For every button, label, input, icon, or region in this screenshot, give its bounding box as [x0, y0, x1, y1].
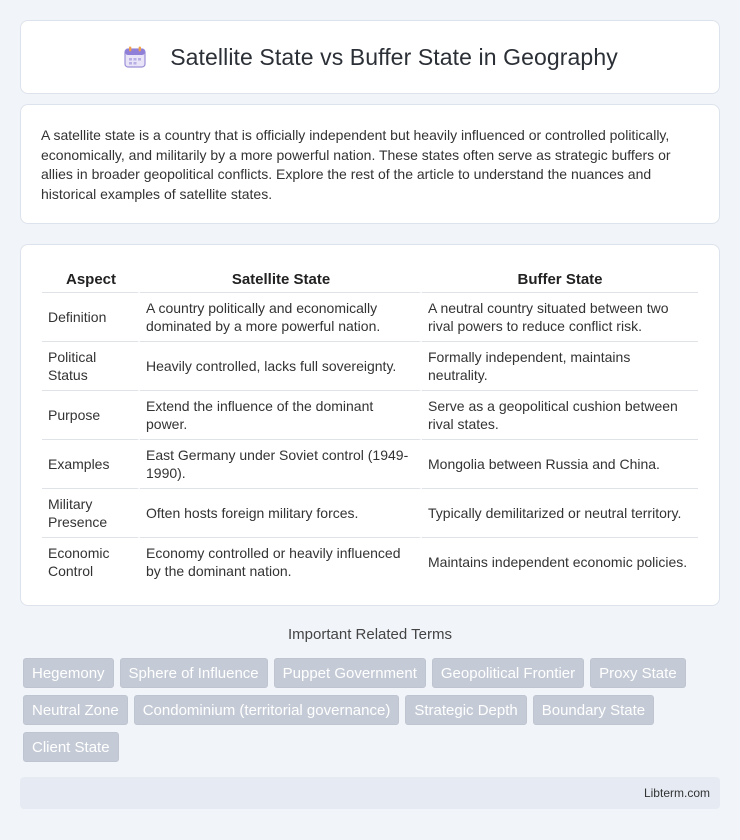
table-row [42, 390, 698, 439]
tag-hegemony[interactable]: Hegemony [23, 658, 114, 688]
aspect-cell: Economic Control [42, 537, 140, 586]
column-header-buffer-state: Buffer State [517, 270, 603, 288]
column-header-aspect: Aspect [65, 270, 117, 288]
tag-puppet-government[interactable]: Puppet Government [274, 658, 426, 688]
intro-card [20, 104, 720, 224]
tag-sphere-of-influence[interactable]: Sphere of Influence [120, 658, 268, 688]
satellite-cell: Extend the influence of the dominant power. [140, 390, 422, 439]
table-row [42, 292, 698, 341]
tag-boundary-state[interactable]: Boundary State [533, 695, 654, 725]
buffer-cell: A neutral country situated between two rival powers to reduce conflict risk. [422, 292, 698, 341]
buffer-cell: Serve as a geopolitical cushion between rival states. [422, 390, 698, 439]
tag-geopolitical-frontier[interactable]: Geopolitical Frontier [432, 658, 584, 688]
column-header-satellite-state: Satellite State [231, 270, 331, 288]
comparison-table-card [20, 244, 720, 606]
aspect-cell: Purpose [42, 390, 140, 439]
tag-condominium[interactable]: Condominium (territorial governance) [134, 695, 400, 725]
satellite-cell: Heavily controlled, lacks full sovereignty. [140, 341, 422, 390]
table-row [42, 341, 698, 390]
tag-strategic-depth[interactable]: Strategic Depth [405, 695, 526, 725]
footer-site-link[interactable]: Libterm.com [643, 786, 710, 800]
calendar-icon [122, 44, 148, 70]
related-terms-title: Important Related Terms [288, 626, 452, 643]
table-row [42, 439, 698, 488]
comparison-table [42, 266, 698, 586]
table-header-row [42, 266, 698, 292]
buffer-cell: Maintains independent economic policies. [422, 537, 698, 586]
page-title: Satellite State vs Buffer State in Geography [170, 43, 618, 70]
aspect-cell: Military Presence [42, 488, 140, 537]
satellite-cell: A country politically and economically dominated by a more powerful nation. [140, 292, 422, 341]
satellite-cell: Often hosts foreign military forces. [140, 488, 422, 537]
buffer-cell: Mongolia between Russia and China. [422, 439, 698, 488]
intro-text: A satellite state is a country that is officially independent but heavily influenced or controlled politically, economically, and militarily by a more powerful nation. These states often serve as strategic buffers or allies in broader geopolitical conflicts. Explore the rest of the article to understand the nuances and historical examples of satellite states. [41, 127, 671, 202]
tag-client-state[interactable]: Client State [23, 732, 119, 762]
aspect-cell: Examples [42, 439, 140, 488]
satellite-cell: East Germany under Soviet control (1949-1990). [140, 439, 422, 488]
table-row [42, 488, 698, 537]
tag-proxy-state[interactable]: Proxy State [590, 658, 686, 688]
buffer-cell: Typically demilitarized or neutral territory. [422, 488, 698, 537]
buffer-cell: Formally independent, maintains neutrality. [422, 341, 698, 390]
table-row [42, 537, 698, 586]
header-card [20, 20, 720, 94]
footer [20, 777, 720, 809]
satellite-cell: Economy controlled or heavily influenced by the dominant nation. [140, 537, 422, 586]
related-terms-list [23, 658, 723, 762]
aspect-cell: Political Status [42, 341, 140, 390]
tag-neutral-zone[interactable]: Neutral Zone [23, 695, 128, 725]
aspect-cell: Definition [42, 292, 140, 341]
